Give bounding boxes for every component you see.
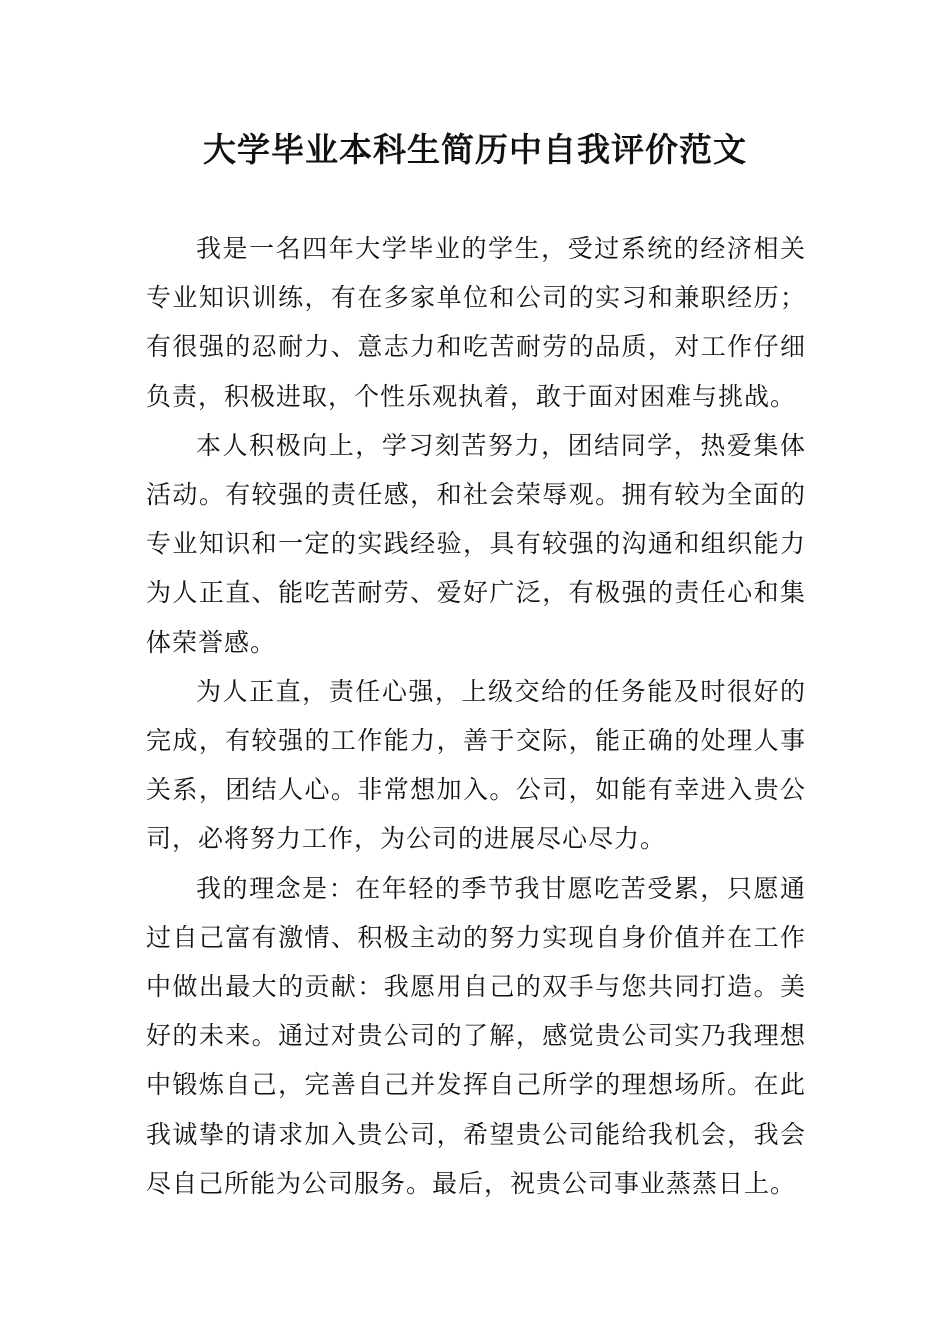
- paragraph-4: 我的理念是：在年轻的季节我甘愿吃苦受累，只愿通过自己富有激情、积极主动的努力实现自身价值并在工作中做出最大的贡献：我愿用自己的双手与您共同打造。美好的未来。通过对贵公司的了解，感觉贵公司实乃我理想中锻炼自己，完善自己并发挥自己所学的理想场所。在此我诚挚的请求加入贵公司，希望贵公司能给我机会，我会尽自己所能为公司服务。最后，祝贵公司事业蒸蒸日上。: [146, 873, 806, 1198]
- paragraph-3: 为人正直，责任心强，上级交给的任务能及时很好的完成，有较强的工作能力，善于交际，能正确的处理人事关系，团结人心。非常想加入。公司，如能有幸进入贵公司，必将努力工作，为公司的进展尽心尽力。: [146, 676, 806, 854]
- paragraph-2: 本人积极向上，学习刻苦努力，团结同学，热爱集体活动。有较强的责任感，和社会荣辱观。拥有较为全面的专业知识和一定的实践经验，具有较强的沟通和组织能力为人正直、能吃苦耐劳、爱好广泛，有极强的责任心和集体荣誉感。: [146, 430, 806, 657]
- paragraph-1: 我是一名四年大学毕业的学生，受过系统的经济相关专业知识训练，有在多家单位和公司的实习和兼职经历；有很强的忍耐力、意志力和吃苦耐劳的品质，对工作仔细负责，积极进取，个性乐观执着，敢于面对困难与挑战。: [146, 234, 806, 411]
- document-body: [146, 224, 806, 1208]
- document-title: 大学毕业本科生简历中自我评价范文: [203, 130, 747, 169]
